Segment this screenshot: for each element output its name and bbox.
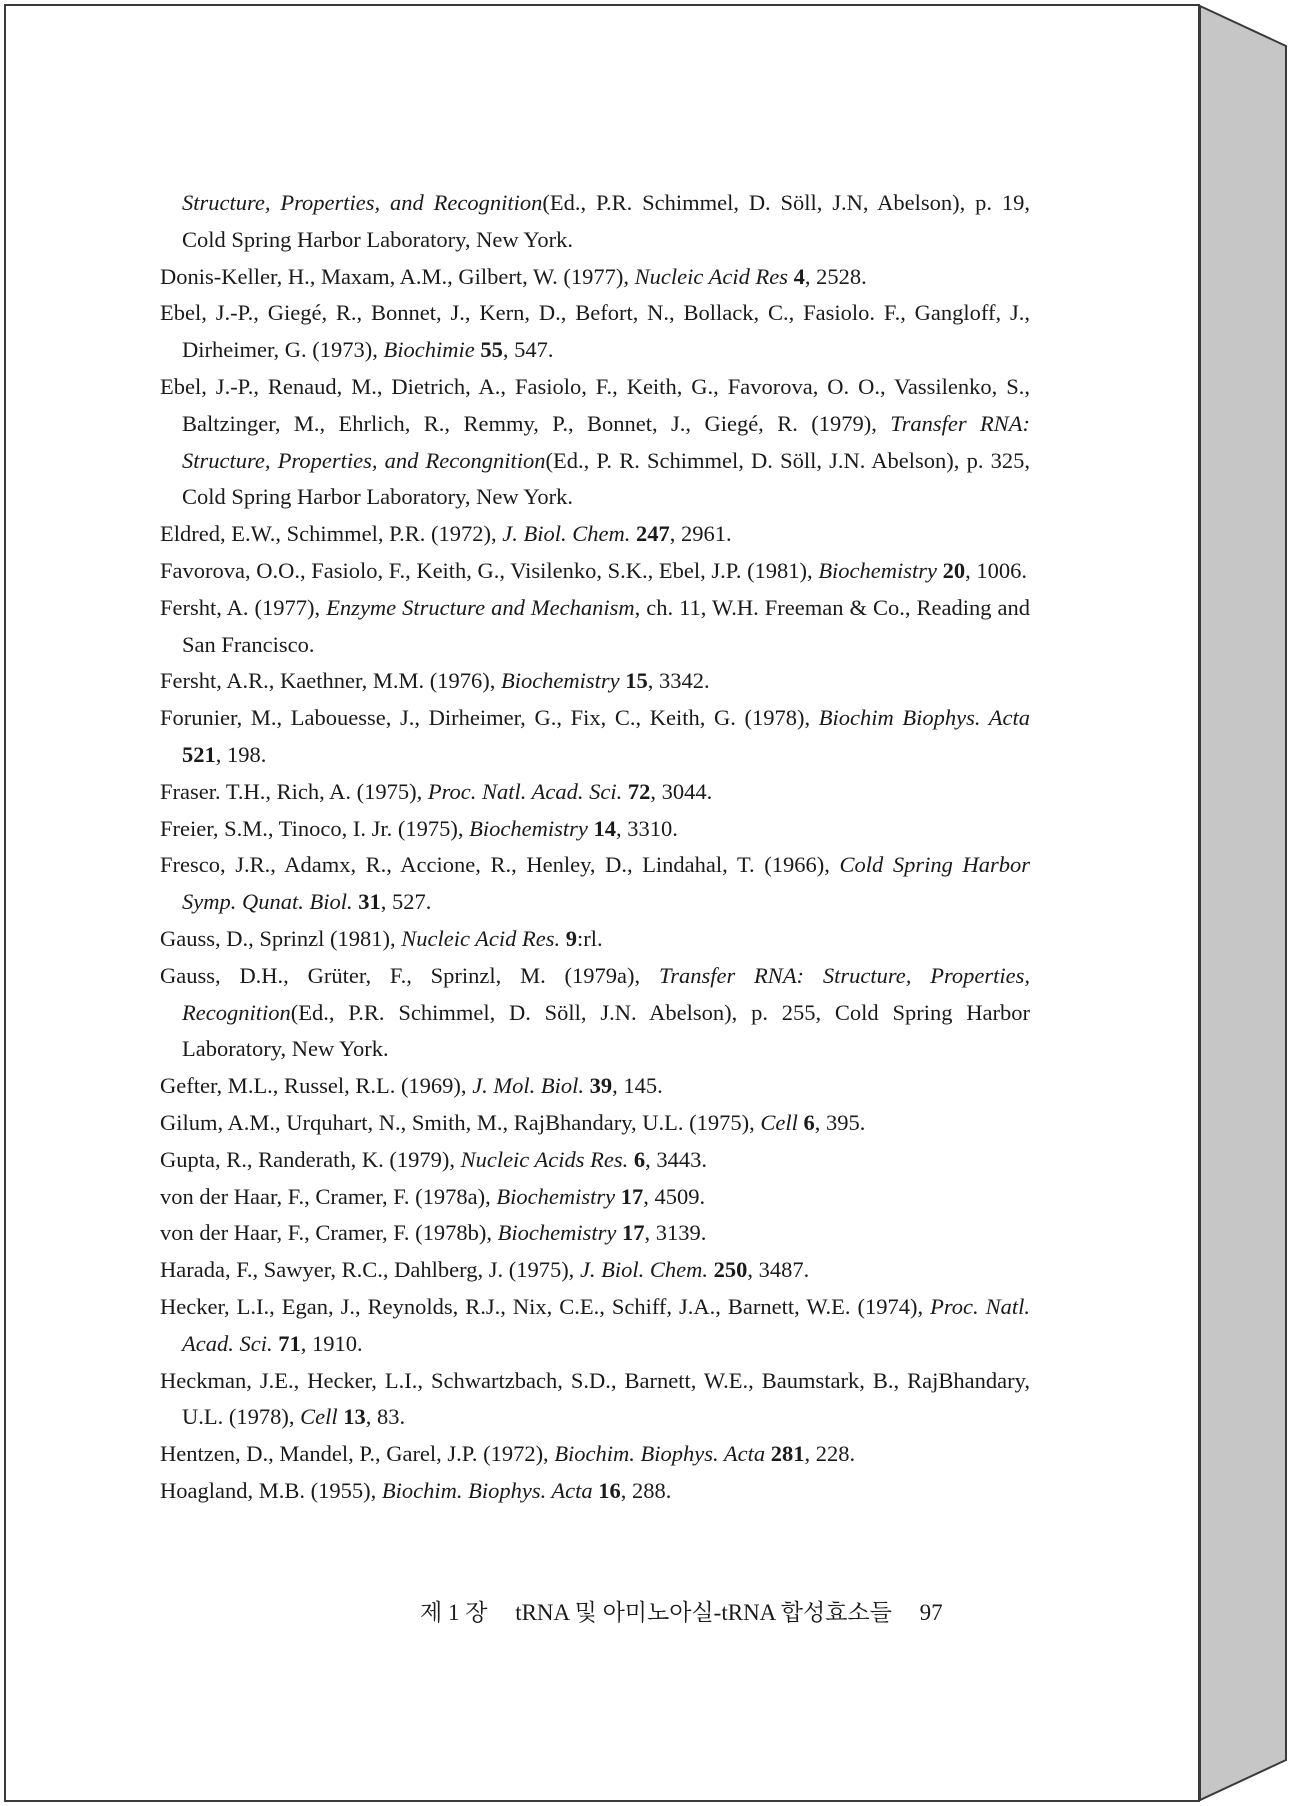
reference-volume: 17 <box>620 1183 644 1209</box>
page-footer <box>420 1594 1020 1627</box>
reference-entry <box>160 1436 1030 1473</box>
reference-text: Freier, S.M., Tinoco, I. Jr. (1975), <box>160 815 470 841</box>
reference-entry <box>160 663 1030 700</box>
reference-volume: 72 <box>627 778 651 804</box>
reference-text: Gauss, D.H., Grüter, F., Sprinzl, M. (1979a), <box>160 962 659 988</box>
reference-text: , ch. 11, W.H. Freeman & Co., Reading and San Francisco. <box>182 594 1031 657</box>
reference-text: Ebel, J.-P., Renaud, M., Dietrich, A., Fasiolo, F., Keith, G., Favorova, O. O., Vassilenko, S., Baltzinger, M., Ehrlich, R., Remmy, P., Bonnet, J., Giegé, R. (1979), <box>160 373 1030 436</box>
reference-text: Donis-Keller, H., Maxam, A.M., Gilbert, W. (1977), <box>160 263 635 289</box>
reference-journal: Transfer RNA: Structure, Properties, and Recongnition <box>182 410 1030 473</box>
reference-text: , 228. <box>804 1441 856 1467</box>
reference-journal: Enzyme Structure and Mechanism <box>326 594 635 620</box>
reference-text: Gefter, M.L., Russel, R.L. (1969), <box>160 1073 473 1099</box>
reference-journal: Proc. Natl. Acad. Sci. <box>182 1293 1030 1356</box>
reference-entry <box>160 1142 1030 1179</box>
reference-entry <box>160 1068 1030 1105</box>
reference-journal: Cell <box>760 1109 798 1135</box>
reference-volume: 55 <box>480 337 503 363</box>
reference-text: , 1006. <box>965 557 1028 583</box>
reference-entry <box>160 700 1030 774</box>
reference-text: (Ed., P.R. Schimmel, D. Söll, J.N. Abelson), p. 255, Cold Spring Harbor Laboratory, New York. <box>182 999 1030 1062</box>
reference-text: , 527. <box>380 889 432 915</box>
reference-entry <box>160 1215 1030 1252</box>
reference-volume: 6 <box>633 1146 646 1172</box>
reference-text: Fresco, J.R., Adamx, R., Accione, R., Henley, D., Lindahal, T. (1966), <box>160 852 840 878</box>
reference-volume: 250 <box>713 1257 748 1283</box>
reference-volume: 521 <box>182 741 216 767</box>
reference-entry <box>160 811 1030 848</box>
reference-volume: 4 <box>793 263 805 289</box>
reference-text: Harada, F., Sawyer, R.C., Dahlberg, J. (1975), <box>160 1257 580 1283</box>
reference-volume: 39 <box>589 1073 613 1099</box>
reference-volume: 20 <box>942 557 966 583</box>
reference-journal: Biochim. Biophys. Acta <box>381 1477 593 1503</box>
reference-journal: Nucleic Acid Res <box>634 263 788 289</box>
reference-journal: Nucleic Acids Res. <box>460 1146 629 1172</box>
reference-volume: 14 <box>593 815 616 841</box>
reference-volume: 6 <box>803 1109 815 1135</box>
reference-text: , 4509. <box>643 1183 706 1209</box>
reference-volume: 13 <box>343 1404 366 1430</box>
reference-entry <box>160 1252 1030 1289</box>
reference-text: , 198. <box>215 741 267 767</box>
reference-text: Hentzen, D., Mandel, P., Garel, J.P. (1972), <box>160 1441 555 1467</box>
reference-text: Fersht, A. (1977), <box>160 594 327 620</box>
reference-entry <box>160 259 1030 296</box>
reference-volume: 15 <box>625 668 648 694</box>
reference-entry <box>160 553 1030 590</box>
reference-entry <box>160 774 1030 811</box>
reference-text: (Ed., P.R. Schimmel, D. Söll, J.N, Abelson), p. 19, Cold Spring Harbor Laboratory, New York. <box>182 190 1030 252</box>
page-number: 97 <box>919 1600 943 1625</box>
reference-text: , 145. <box>612 1073 663 1099</box>
reference-text: , 288. <box>620 1477 672 1503</box>
reference-journal: J. Mol. Biol. <box>472 1073 585 1099</box>
reference-entry <box>160 1363 1030 1437</box>
reference-text: Gupta, R., Randerath, K. (1979), <box>160 1146 461 1172</box>
reference-text: Hoagland, M.B. (1955), <box>160 1477 382 1503</box>
reference-journal: Biochemistry <box>497 1220 617 1246</box>
reference-text: Ebel, J.-P., Giegé, R., Bonnet, J., Kern, D., Befort, N., Bollack, C., Fasiolo. F., Gangloff, J., Dirheimer, G. (1973), <box>160 300 1030 363</box>
reference-text: Fraser. T.H., Rich, A. (1975), <box>160 778 428 804</box>
reference-text: , 3310. <box>615 815 678 841</box>
reference-text: , 1910. <box>300 1330 363 1356</box>
reference-volume: 31 <box>358 889 381 915</box>
reference-entry <box>160 847 1030 921</box>
reference-text: , 3487. <box>747 1257 810 1283</box>
footer-title: tRNA 및 아미노아실-tRNA 합성효소들 <box>515 1600 892 1625</box>
reference-volume: 17 <box>622 1220 645 1246</box>
reference-journal: Cold Spring Harbor Symp. Qunat. Biol. <box>182 852 1030 915</box>
footer-chapter: 제 1 장 <box>420 1600 488 1625</box>
reference-text: Gauss, D., Sprinzl (1981), <box>160 925 402 951</box>
reference-text: Favorova, O.O., Fasiolo, F., Keith, G., Visilenko, S.K., Ebel, J.P. (1981), <box>160 557 819 583</box>
reference-text: :rl. <box>577 925 603 951</box>
reference-volume: 71 <box>278 1330 301 1356</box>
reference-list <box>160 185 1030 1510</box>
reference-journal: Biochimie <box>383 337 475 363</box>
reference-text: , 3044. <box>650 778 713 804</box>
reference-entry <box>160 185 1030 259</box>
reference-text: (Ed., P. R. Schimmel, D. Söll, J.N. Abelson), p. 325, Cold Spring Harbor Laboratory, New York. <box>182 447 1030 510</box>
reference-text: , 3139. <box>644 1220 707 1246</box>
reference-text: Fersht, A.R., Kaethner, M.M. (1976), <box>160 668 501 694</box>
reference-text: , 3342. <box>647 668 710 694</box>
reference-text: von der Haar, F., Cramer, F. (1978b), <box>160 1220 498 1246</box>
reference-entry <box>160 1105 1030 1142</box>
reference-volume: 9 <box>565 925 578 951</box>
reference-journal: Biochim Biophys. Acta <box>818 705 1030 731</box>
reference-journal: J. Biol. Chem. <box>579 1257 709 1283</box>
reference-volume: 247 <box>636 521 670 547</box>
reference-journal: Biochim. Biophys. Acta <box>554 1441 766 1467</box>
reference-journal: Proc. Natl. Acad. Sci. <box>427 778 623 804</box>
reference-entry <box>160 590 1030 664</box>
reference-text: , 395. <box>814 1109 866 1135</box>
reference-journal: Biochemistry <box>469 815 588 841</box>
reference-text: , 83. <box>365 1404 406 1430</box>
reference-text: Hecker, L.I., Egan, J., Reynolds, R.J., Nix, C.E., Schiff, J.A., Barnett, W.E. (1974), <box>160 1293 931 1319</box>
reference-journal: Biochemistry <box>496 1183 616 1209</box>
reference-journal: Transfer RNA: Structure, Properties, Recognition <box>182 962 1030 1025</box>
reference-text: , 547. <box>502 337 554 363</box>
reference-entry <box>160 958 1030 1068</box>
reference-text: Forunier, M., Labouesse, J., Dirheimer, G., Fix, C., Keith, G. (1978), <box>160 705 819 731</box>
reference-journal: Structure, Properties, and Recognition <box>182 190 543 215</box>
reference-entry <box>160 295 1030 369</box>
reference-journal: Cell <box>300 1404 338 1430</box>
reference-text: , 3443. <box>645 1146 707 1172</box>
reference-text: Eldred, E.W., Schimmel, P.R. (1972), <box>160 521 503 547</box>
reference-entry <box>160 369 1030 516</box>
reference-entry <box>160 1179 1030 1216</box>
reference-journal: J. Biol. Chem. <box>502 521 631 547</box>
reference-entry <box>160 1289 1030 1363</box>
reference-text: , 2528. <box>804 263 867 289</box>
reference-journal: Nucleic Acid Res. <box>401 925 561 951</box>
reference-text: Heckman, J.E., Hecker, L.I., Schwartzbach, S.D., Barnett, W.E., Baumstark, B., RajBhandary, U.L. (1978), <box>160 1367 1030 1430</box>
reference-volume: 16 <box>598 1477 621 1503</box>
reference-entry <box>160 516 1030 553</box>
reference-text: , 2961. <box>669 521 732 547</box>
reference-volume: 281 <box>770 1441 805 1467</box>
reference-text: von der Haar, F., Cramer, F. (1978a), <box>160 1183 497 1209</box>
reference-text: Gilum, A.M., Urquhart, N., Smith, M., RajBhandary, U.L. (1975), <box>160 1109 761 1135</box>
reference-journal: Biochemistry <box>818 557 938 583</box>
reference-entry <box>160 921 1030 958</box>
reference-entry <box>160 1473 1030 1510</box>
reference-journal: Biochemistry <box>500 668 620 694</box>
